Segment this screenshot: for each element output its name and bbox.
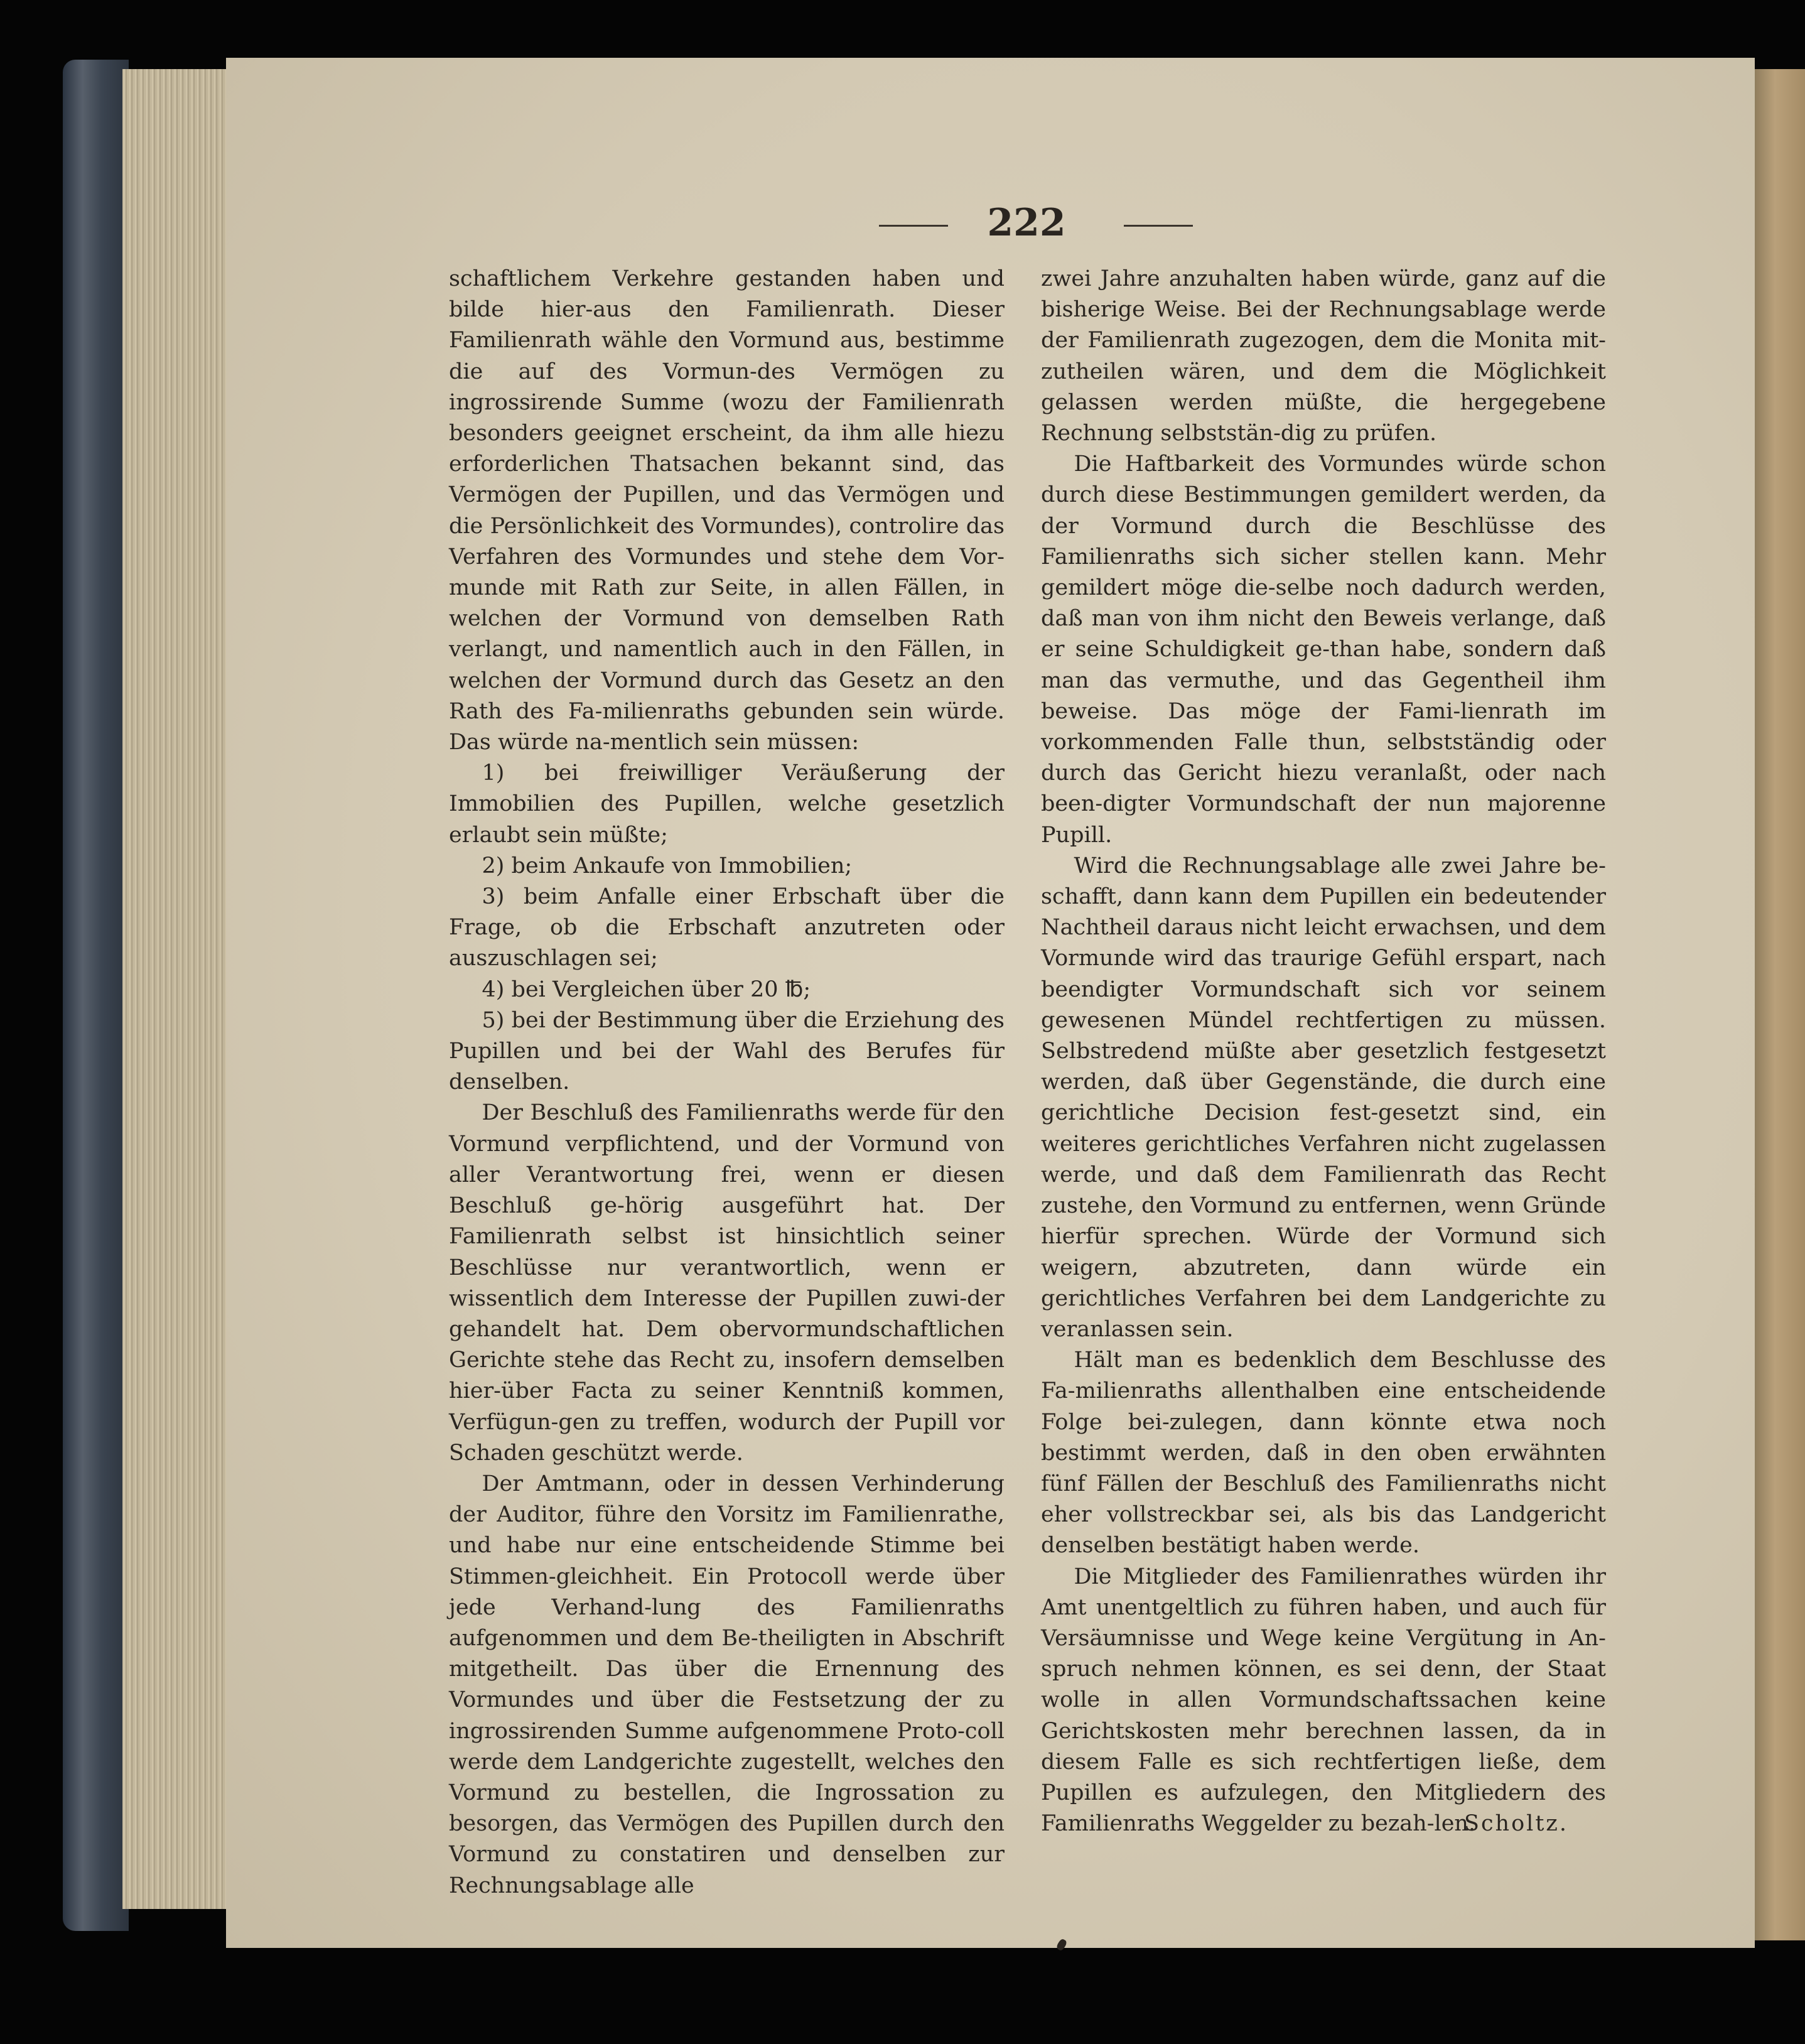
paragraph: zwei Jahre anzuhalten haben würde, ganz auf die bisherige Weise. Bei der Rechnungsablage werde der Familienrath zugezogen, dem die Monita mit-zutheilen wären, und dem die Möglichkeit gelassen werden müßte, die hergegebene Rechnung selbststän-dig zu prüfen. [1041,266,1606,446]
list-item: 4) bei Vergleichen über 20 ℔; [482,976,811,1002]
facing-page-edge [1755,69,1805,1940]
header-rule-right [1124,225,1193,227]
paragraph: Der Beschluß des Familienraths werde für den Vormund verpflichtend, und der Vormund von aller Verantwortung frei, wenn er diesen Beschluß ge-hörig ausgeführt hat. Der Familienrath selbst ist hinsichtlich seiner Beschlüsse nur verantwortlich, wenn er wissentlich dem Interesse der Pupillen zuwi-der gehandelt hat. Dem obervormundschaftlichen Gerichte stehe das Recht zu, insofern demselben hier-über Facta zu seiner Kenntniß kommen, Verfügun-gen zu treffen, wodurch der Pupill vor Schaden geschützt werde. [449,1100,1005,1466]
list-item: 1) bei freiwilliger Veräußerung der Immobilien des Pupillen, welche gesetzlich erlaubt sein müßte; [449,760,1005,848]
paragraph: Hält man es bedenklich dem Beschlusse des Fa-milienraths allenthalben eine entscheidende Folge bei-zulegen, dann könnte etwa noch bestimmt werden, daß in den oben erwähnten fünf Fällen der Beschluß des Familienraths nicht eher vollstreckbar sei, als bis das Landgericht denselben bestätigt haben werde. [1041,1348,1606,1559]
list-item: 2) beim Ankaufe von Immobilien; [482,853,853,879]
list-item: 5) bei der Bestimmung über die Erziehung des Pupillen und bei der Wahl des Berufes für denselben. [449,1007,1005,1095]
paragraph: Der Amtmann, oder in dessen Verhinderung der Auditor, führe den Vorsitz im Familienrathe, und habe nur eine entscheidende Stimme bei Stimmen-gleichheit. Ein Protocoll werde über jede Verhand-lung des Familienraths aufgenommen und dem Be-theiligten in Abschrift mitgetheilt. Das über die Ernennung des Vormundes und über die Festsetzung der zu ingrossirenden Summe aufgenommene Proto-coll werde dem Landgerichte zugestellt, welches den Vormund zu bestellen, die Ingrossation zu besorgen, das Vermögen des Pupillen durch den Vormund zu constatiren und denselben zur Rechnungsablage alle [449,1471,1005,1898]
paragraph: Die Haftbarkeit des Vormundes würde schon durch diese Bestimmungen gemildert werden, da der Vormund durch die Beschlüsse des Familienraths sich sicher stellen kann. Mehr gemildert möge die-selbe noch dadurch werden, daß man von ihm nicht den Beweis verlange, daß er seine Schuldigkeit ge-than habe, sondern daß man das vermuthe, und das Gegentheil ihm beweise. Das möge der Fami-lienrath im vorkommenden Falle thun, selbstständig oder durch das Gericht hiezu veranlaßt, oder nach been-digter Vormundschaft der nun majorenne Pupill. [1041,452,1606,848]
page-number: 222 [987,201,1066,245]
paragraph: schaftlichem Verkehre gestanden haben und bilde hier-aus den Familienrath. Dieser Familienrath wähle den Vormund aus, bestimme die auf des Vormun-des Vermögen zu ingrossirende Summe (wozu der Familienrath besonders geeignet erscheint, da ihm alle hiezu erforderlichen Thatsachen bekannt sind, das Vermögen der Pupillen, und das Vermögen und die Persönlichkeit des Vormundes), controlire das Verfahren des Vormundes und stehe dem Vor-munde mit Rath zur Seite, in allen Fällen, in welchen der Vormund von demselben Rath verlangt, und namentlich auch in den Fällen, in welchen der Vormund durch das Gesetz an den Rath des Fa-milienraths gebunden sein würde. Das würde na-mentlich sein müssen: [449,266,1005,755]
paragraph: Die Mitglieder des Familienrathes würden ihr Amt unentgeltlich zu führen haben, und auch für Versäumnisse und Wege keine Vergütung in An-spruch nehmen können, es sei denn, der Staat wolle in allen Vormundschaftssachen keine Gerichtskosten mehr berechnen lassen, da in diesem Falle es sich rechtfertigen ließe, dem Pupillen es aufzulegen, den Mitgliedern des Familienraths Weggelder zu bezah-len. [1041,1564,1606,1837]
author-signature: Scholtz. [1463,1811,1568,1837]
paragraph: Wird die Rechnungsablage alle zwei Jahre be-schafft, dann kann dem Pupillen ein bedeutender Nachtheil daraus nicht leicht erwachsen, und dem Vormunde wird das traurige Gefühl erspart, nach beendigter Vormundschaft sich vor seinem gewesenen Mündel rechtfertigen zu müssen. Selbstredend müßte aber gesetzlich festgesetzt werden, daß über Gegenstände, die durch eine gerichtliche Decision fest-gesetzt sind, ein weiteres gerichtliches Verfahren nicht zugelassen werde, und daß dem Familienrath das Recht zustehe, den Vormund zu entfernen, wenn Gründe hierfür sprechen. Würde der Vormund sich weigern, abzutreten, dann würde ein gerichtliches Verfahren bei dem Landgerichte zu veranlassen sein. [1041,853,1606,1342]
list-item: 3) beim Anfalle einer Erbschaft über die Frage, ob die Erbschaft anzutreten oder auszuschlagen sei; [449,884,1005,971]
right-text-column [1041,264,1606,1837]
left-text-column [449,264,1005,1898]
book-spine [63,60,129,1931]
page-edges [122,69,235,1909]
